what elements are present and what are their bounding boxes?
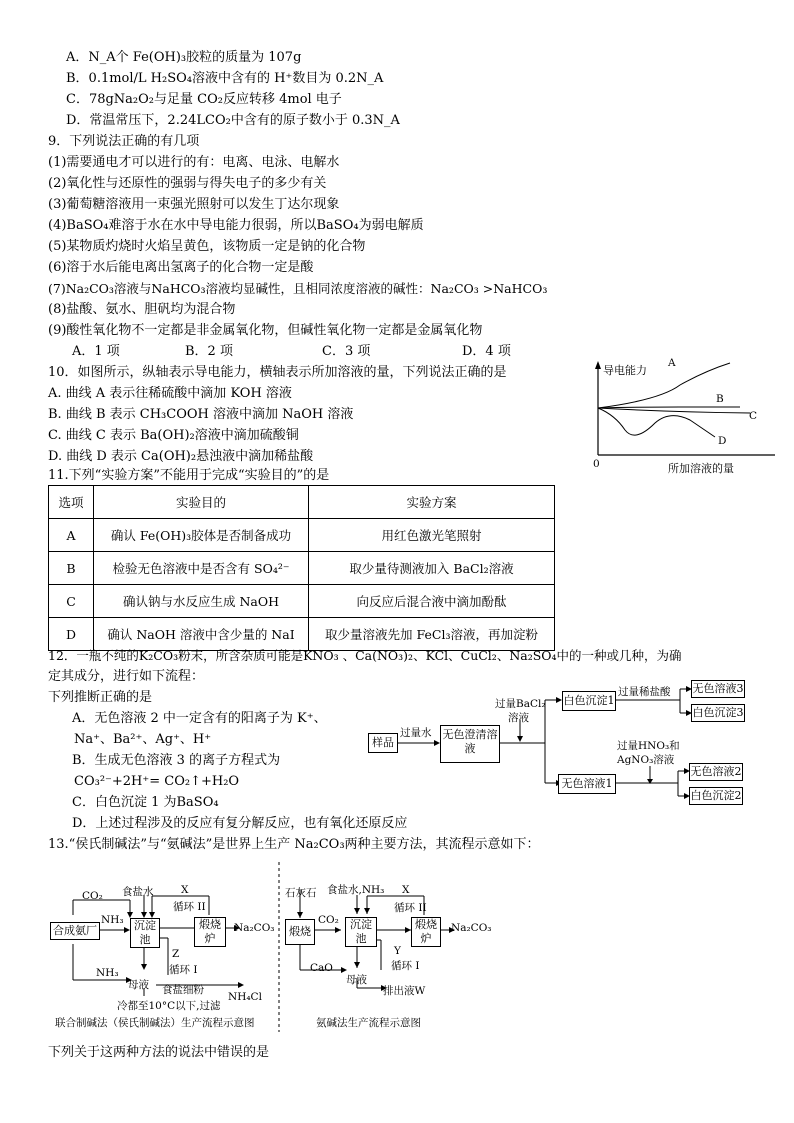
right-settling-tank-box: 沉淀池 — [345, 917, 377, 947]
right-product-label: Na₂CO₃ — [451, 922, 492, 934]
q9-item: (4)BaSO₄难溶于水在水中导电能力很弱，所以BaSO₄为弱电解质 — [48, 218, 424, 233]
right-cao-label: CaO — [310, 962, 333, 974]
right-calc-box: 煅烧 — [285, 919, 315, 945]
q9-choice-b: B．2 项 — [185, 344, 233, 359]
ammonia-plant-box: 合成氨厂 — [50, 922, 100, 940]
experiment-table — [48, 485, 555, 651]
q9-item: (2)氧化性与还原性的强弱与得失电子的多少有关 — [48, 176, 327, 191]
table-cell: B — [49, 552, 94, 585]
q9-choice-c: C．3 项 — [322, 344, 371, 359]
right-x-label: X — [402, 884, 410, 896]
table-cell: D — [49, 618, 94, 651]
q9-choice-a: A．1 项 — [72, 344, 120, 359]
table-cell: 确认 Fe(OH)₃胶体是否制备成功 — [94, 519, 309, 552]
q12-option-d: D．上述过程涉及的反应有复分解反应，也有氧化还原反应 — [72, 816, 408, 831]
left-nh3-label: NH₃ — [101, 914, 124, 926]
hno3-label-2: AgNO₃溶液 — [617, 754, 675, 766]
table-cell: 取少量待测液加入 BaCl₂溶液 — [309, 552, 555, 585]
solution-3-box: 无色溶液3 — [691, 680, 745, 698]
left-brine-label: 食盐水 — [122, 886, 154, 898]
table-cell: 检验无色溶液中是否含有 SO₄²⁻ — [94, 552, 309, 585]
table-cell: A — [49, 519, 94, 552]
table-cell: 确认 NaOH 溶液中含少量的 NaI — [94, 618, 309, 651]
table-header-row — [49, 486, 555, 519]
left-z-label: Z — [172, 948, 180, 960]
q12-stem-2: 定其成分，进行如下流程： — [48, 669, 205, 684]
curve-c-label: C — [749, 410, 758, 422]
bacl2-label-1: 过量BaCl₂ — [495, 698, 546, 710]
table-row — [49, 519, 555, 552]
left-nh4cl-label: NH₄Cl — [228, 991, 262, 1003]
left-settling-tank-box: 沉淀池 — [130, 918, 160, 948]
q10-stem: 10．如图所示，纵轴表示导电能力，横轴表示所加溶液的量，下列说法正确的是 — [48, 365, 507, 380]
graph-ylabel: 导电能力 — [603, 364, 647, 377]
solution-1-box: 无色溶液1 — [558, 774, 616, 794]
left-loop2-label: 循环 II — [173, 901, 206, 913]
right-mother-label: 母液 — [346, 974, 367, 986]
q8-option-a: A．N_A个 Fe(OH)₃胶粒的质量为 107g — [66, 50, 302, 65]
graph-xlabel: 所加溶液的量 — [668, 462, 734, 475]
table-cell: 用红色激光笔照射 — [309, 519, 555, 552]
q10-option-b: B. 曲线 B 表示 CH₃COOH 溶液中滴加 NaOH 溶液 — [48, 407, 354, 422]
solution-2-box: 无色溶液2 — [689, 763, 743, 781]
table-cell: 向反应后混合液中滴加酚酞 — [309, 585, 555, 618]
white-ppt-1-box: 白色沉淀1 — [562, 691, 616, 711]
q9-item: (5)某物质灼烧时火焰呈黄色，该物质一定是钠的化合物 — [48, 239, 366, 254]
left-loop1-label: 循环 I — [169, 964, 198, 976]
right-waste-label: 排出液W — [383, 985, 426, 997]
q8-option-b: B．0.1mol/L H₂SO₄溶液中含有的 H⁺数目为 0.2N_A — [66, 71, 384, 86]
q12-option-c: C．白色沉淀 1 为BaSO₄ — [72, 795, 219, 810]
q12-stem-1: 12．一瓶不纯的K₂CO₃粉末，所含杂质可能是KNO₃ 、Ca(NO₃)₂、KCl、CuCl₂、Na₂SO₄中的一种或几种，为确 — [48, 648, 682, 663]
sample-box: 样品 — [368, 733, 398, 753]
q12-ask: 下列推断正确的是 — [48, 690, 153, 705]
left-product-label: Na₂CO₃ — [234, 922, 275, 934]
clear-solution-box: 无色澄清溶液 — [440, 725, 500, 763]
bacl2-label-2: 溶液 — [508, 712, 529, 724]
q8-option-c: C．78gNa₂O₂与足量 CO₂反应转移 4mol 电子 — [66, 92, 342, 107]
table-cell: 取少量溶液先加 FeCl₃溶液，再加淀粉 — [309, 618, 555, 651]
q9-item: (9)酸性氧化物不一定都是非金属氧化物，但碱性氧化物一定都是金属氧化物 — [48, 323, 483, 338]
q12-option-b: B．生成无色溶液 3 的离子方程式为 — [72, 753, 281, 768]
right-y-label: Y — [394, 945, 401, 957]
right-caption: 氨碱法生产流程示意图 — [316, 1017, 421, 1029]
right-co2-label: CO₂ — [318, 914, 339, 926]
q13-stem: 13.“侯氏制碱法”与“氨碱法”是世界上生产 Na₂CO₃两种主要方法，其流程示意如下： — [48, 837, 540, 852]
q9-item: (3)葡萄糖溶液用一束强光照射可以发生丁达尔现象 — [48, 197, 340, 212]
left-mother-label: 母液 — [128, 979, 149, 991]
diagram-divider — [277, 862, 281, 1032]
left-x-label: X — [181, 884, 189, 896]
hno3-label-1: 过量HNO₃和 — [617, 740, 680, 752]
left-calciner-box: 煅烧炉 — [194, 917, 226, 947]
table-header: 选项 — [49, 486, 94, 519]
right-calciner-box: 煅烧炉 — [411, 917, 441, 947]
q9-item: (1)需要通电才可以进行的有：电离、电泳、电解水 — [48, 155, 340, 170]
table-header: 实验目的 — [94, 486, 309, 519]
q10-option-c: C. 曲线 C 表示 Ba(OH)₂溶液中滴加硫酸铜 — [48, 428, 299, 443]
graph-origin: 0 — [593, 458, 600, 470]
q9-item: (7)Na₂CO₃溶液与NaHCO₃溶液均显碱性，且相同浓度溶液的碱性：Na₂CO₃ >NaHCO₃ — [48, 281, 548, 296]
curve-a-label: A — [668, 357, 676, 369]
right-brine-label: 食盐水,NH₃ — [327, 884, 385, 896]
left-salt-label: 食盐细粉 — [162, 984, 204, 996]
table-header: 实验方案 — [309, 486, 555, 519]
q9-item: (6)溶于水后能电离出氢离子的化合物一定是酸 — [48, 260, 314, 275]
q9-item: (8)盐酸、氨水、胆矾均为混合物 — [48, 302, 236, 317]
q12-option-a: A．无色溶液 2 中一定含有的阳离子为 K⁺、 — [72, 711, 327, 726]
white-ppt-3-box: 白色沉淀3 — [691, 704, 745, 722]
curve-d-label: D — [718, 435, 727, 447]
q9-choice-d: D．4 项 — [462, 344, 511, 359]
q10-option-a: A. 曲线 A 表示往稀硫酸中滴加 KOH 溶液 — [48, 386, 292, 401]
q12-option-a-cont: Na⁺、Ba²⁺、Ag⁺、H⁺ — [74, 732, 212, 747]
table-cell: 确认钠与水反应生成 NaOH — [94, 585, 309, 618]
hcl-label: 过量稀盐酸 — [618, 686, 671, 698]
q13-ask: 下列关于这两种方法的说法中错误的是 — [48, 1045, 270, 1060]
q12-option-b-eq: CO₃²⁻+2H⁺= CO₂↑+H₂O — [74, 774, 240, 789]
q10-option-d: D. 曲线 D 表示 Ca(OH)₂悬浊液中滴加稀盐酸 — [48, 449, 314, 464]
right-limestone-label: 石灰石 — [285, 887, 317, 899]
q9-stem: 9．下列说法正确的有几项 — [48, 134, 200, 149]
right-loop1-label: 循环 I — [391, 960, 420, 972]
right-loop2-label: 循环 II — [394, 902, 427, 914]
table-row — [49, 618, 555, 651]
q11-stem: 11.下列“实验方案”不能用于完成“实验目的”的是 — [48, 468, 330, 483]
curve-b-label: B — [716, 393, 724, 405]
table-row — [49, 585, 555, 618]
left-caption: 联合制碱法（侯氏制碱法）生产流程示意图 — [55, 1017, 255, 1029]
left-cool-label: 冷都至10°C以下,过滤 — [117, 1000, 221, 1012]
water-label: 过量水 — [400, 727, 432, 739]
white-ppt-2-box: 白色沉淀2 — [689, 787, 743, 805]
left-nh3b-label: NH₃ — [96, 967, 119, 979]
table-cell: C — [49, 585, 94, 618]
q8-option-d: D．常温常压下，2.24LCO₂中含有的原子数小于 0.3N_A — [66, 113, 400, 128]
table-row — [49, 552, 555, 585]
left-co2-label: CO₂ — [82, 890, 103, 902]
